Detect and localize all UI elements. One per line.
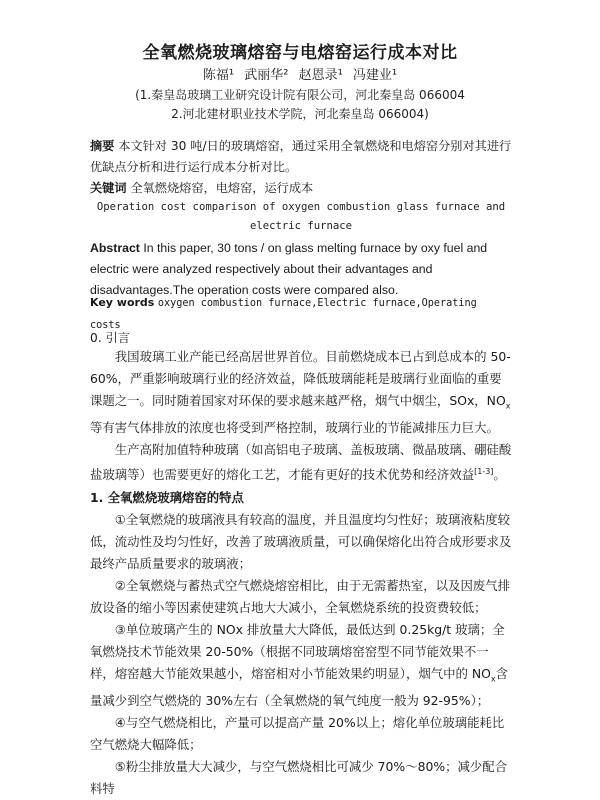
keywords-cn-text: 全氧燃烧熔窑，电熔窑，运行成本: [130, 181, 314, 195]
paper-title: 全氧燃烧玻璃熔窑与电熔窑运行成本对比: [142, 43, 458, 63]
section-0-heading: 0. 引言: [90, 331, 130, 345]
english-title: [90, 198, 512, 236]
section-1-heading: 1. 全氧燃烧玻璃熔窑的特点: [90, 489, 244, 505]
body-text: [90, 346, 512, 800]
abstract-en-text: In this paper, 30 tons / on glass melting furnace by oxy fuel and electric were analyzed respectively about their advantages and disadvantages.The operation costs were compared also.: [90, 241, 488, 297]
affiliation-1: (1.秦皇岛玻璃工业研究设计院有限公司，河北秦皇岛 066004: [135, 88, 465, 102]
intro-paragraph-1: 我国玻璃工业产能已经高居世界首位。目前燃烧成本已占到总成本的 50-60%，严重影响玻璃行业的经济效益，降低玻璃能耗是玻璃行业面临的重要课题之一。同时随着国家对环保的要求越来越严格，烟气中烟尘，SOx，$NO_x$等有害气体排放的浓度也将受到严格控制，玻璃行业的节能减排压力巨大。: [90, 349, 511, 436]
abstract-en-label: Abstract: [90, 241, 140, 255]
keywords-cn-label: 关键词: [90, 181, 127, 195]
author-list: 陈福¹ 武丽华² 赵恩录¹ 冯建业¹: [202, 68, 398, 83]
feature-item-3: ③单位玻璃产生的 NOx 排放量大大降低，最低达到 0.25kg/t 玻璃；全氧燃烧技术节能效果 20-50%（根据不同玻璃熔窑窑型不同节能效果不一样，熔窑越大节能效果越小，熔窑相对小节能效果约明显），烟气中的 $NO_x$含量减少到空气燃烧的 30%左右（全氧燃烧的氧气纯度一般为 92-95%）；: [90, 621, 508, 709]
intro-paragraph-2: 生产高附加值特种玻璃（如高铝电子玻璃、盖板玻璃、微晶玻璃、硼硅酸盐玻璃等）也需要更好的熔化工艺，才能有更好的技术优势和经济效益[1-3]。: [90, 442, 512, 483]
abstract-cn-label: 摘要: [90, 139, 115, 153]
keywords-en-label: Key words: [90, 296, 155, 309]
english-title-line-1: Operation cost comparison of oxygen combustion glass furnace and: [96, 201, 506, 213]
abstract-cn: [90, 136, 512, 178]
english-title-line-2: electric furnace: [249, 220, 353, 232]
feature-item-1: ①全氧燃烧的玻璃液具有较高的温度，并且温度均匀性好；玻璃液粘度较低，流动性及均匀性好，改善了玻璃液质量，可以确保熔化出符合成形要求及最终产品质量要求的玻璃液；: [90, 511, 512, 571]
feature-item-5: ⑤粉尘排放量大大减少，与空气燃烧相比可减少 70%～80%；减少配合料特: [90, 759, 508, 797]
keywords-en-text: oxygen combustion furnace,Electric furnace,Operating costs: [90, 298, 477, 331]
affiliation-2: 2.河北建材职业技术学院，河北秦皇岛 066004): [171, 107, 429, 121]
keywords-cn: [90, 178, 512, 199]
feature-item-2: ②全氧燃烧与蓄热式空气燃烧熔窑相比，由于无需蓄热室，以及因废气排放设备的缩小等因素使建筑占地大大减小，全氧燃烧系统的投资费较低；: [90, 577, 511, 615]
abstract-cn-text: 本文针对 30 吨/日的玻璃熔窑，通过采用全氧燃烧和电熔窑分别对其进行优缺点分析和进行运行成本分析对比。: [90, 139, 512, 174]
feature-item-4: ④与空气燃烧相比，产量可以提高产量 20%以上；熔化单位玻璃能耗比空气燃烧大幅降低；: [90, 715, 505, 753]
